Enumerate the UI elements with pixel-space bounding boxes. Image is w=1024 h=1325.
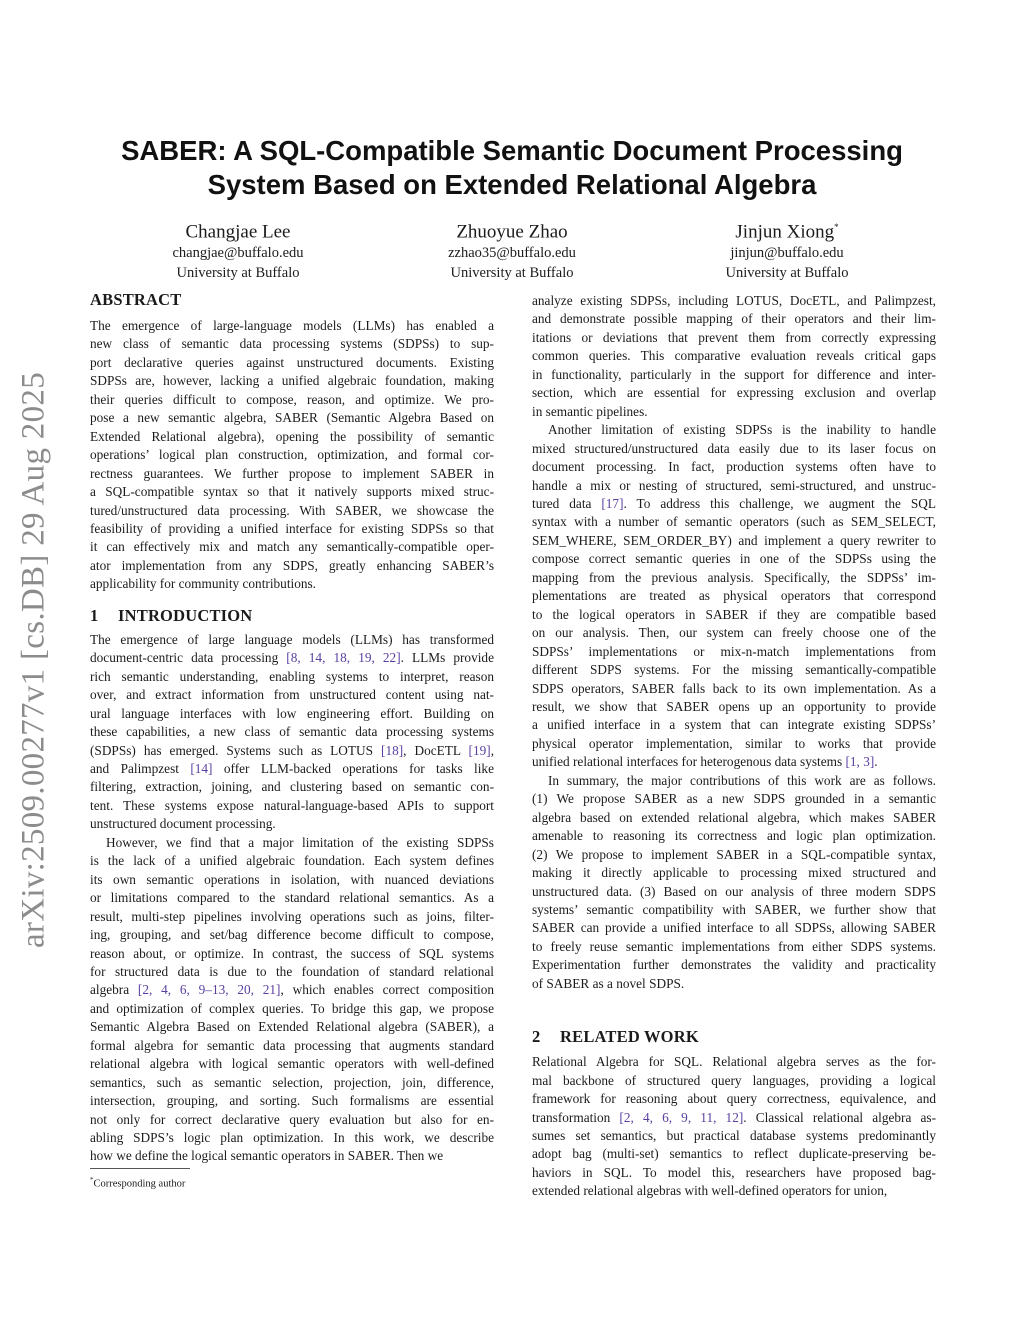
text-line: port declarative queries against unstructured documents. Existing (90, 354, 494, 370)
text-line: ural language interfaces with low engineering effort. Building on (90, 705, 494, 721)
text-line: compose correct semantic queries in one of the SDPSs using the (532, 551, 936, 567)
text-line: these capabilities, a new class of semantic data processing systems (90, 724, 494, 740)
text-line: intersection, grouping, and sorting. Such formalisms are essential (90, 1093, 494, 1109)
text-line: a unified interface in a system that can integrate existing SDPSs’ (532, 717, 936, 733)
intro-paragraph-1 (90, 631, 494, 834)
text-line: SDPSs’ implementations or mix-n-match implementations from (532, 643, 936, 659)
text-line: of SABER as a novel SDPS. (532, 975, 685, 991)
text-line: rectness guarantees. We further propose to implement SABER in (90, 465, 494, 481)
text-line: mixed structured/unstructured data easily due to its laser focus on (532, 440, 936, 456)
left-column (90, 290, 494, 1166)
footnote-text: Corresponding author (93, 1178, 186, 1190)
section-title: INTRODUCTION (118, 605, 253, 625)
text-line: semantics, such as semantic selection, projection, join, difference, (90, 1074, 494, 1090)
text-line: SDPSs are, however, lacking a unified algebraic foundation, making (90, 373, 494, 389)
author-name: Zhuoyue Zhao (456, 221, 568, 243)
text-line: algebra based on extended relational algebra, which makes SABER (532, 809, 936, 825)
text-line: document-centric data processing [8, 14, 18, 19, 22]. LLMs provide (90, 650, 494, 666)
author-3 (657, 216, 917, 283)
author-affiliation: University at Buffalo (176, 265, 300, 282)
text-line: Relational Algebra for SQL. Relational algebra serves as the for- (532, 1054, 936, 1070)
text-line: Extended Relational algebra), opening the possibility of semantic (90, 428, 494, 444)
footnote-rule (90, 1168, 190, 1169)
right-column (532, 292, 936, 1201)
text-line: However, we find that a major limitation of the existing SDPSs (106, 834, 494, 850)
text-line: for structured data is due to the foundation of standard relational (90, 963, 494, 979)
text-line: (1) We propose SABER as a new SDPS grounded in a semantic (532, 791, 936, 807)
text-line: in functionality, particularly in the support for difference and inter- (532, 366, 936, 382)
text-line: (SDPSs) has emerged. Systems such as LOTUS [18], DocETL [19], (90, 742, 495, 758)
text-line: The emergence of large-language models (LLMs) has enabled a (90, 318, 494, 333)
text-line: SABER can provide a unified interface to all SDPSs, allowing SABER (532, 920, 936, 936)
contributions-paragraph (532, 772, 936, 993)
text-line: ator implementation from any SDPS, greatly enhancing SABER’s (90, 557, 494, 573)
text-line: ing, grouping, and set/bag difference become difficult to compose, (90, 927, 494, 943)
text-line: different SDPS systems. For the missing semantically-compatible (532, 662, 936, 678)
text-line: relational algebra with logical semantic operators with well-defined (90, 1056, 494, 1072)
text-line: common queries. This comparative evaluation reveals critical gaps (532, 348, 936, 364)
intro-paragraph-3 (532, 292, 936, 421)
abstract-text (90, 317, 494, 594)
text-line: making it directly applicable to processing mixed structured and (532, 865, 936, 881)
text-line: systems’ semantic compatibility with SABER, we further show that (532, 901, 936, 917)
text-line: filtering, extraction, joining, and clustering based on semantic con- (90, 779, 494, 795)
text-line: operations’ logical plan construction, optimization, and formal cor- (90, 447, 494, 463)
text-line: new class of semantic data processing systems (SDPSs) to sup- (90, 336, 494, 352)
text-line: abling SDPS’s logic plan optimization. In this work, we describe (90, 1130, 494, 1146)
text-line: its own semantic operations in isolation, with nuanced deviations (90, 871, 494, 887)
text-line: itations or deviations that prevent them from correctly expressing (532, 329, 936, 345)
text-line: Another limitation of existing SDPSs is the inability to handle (548, 422, 936, 438)
text-line: and Palimpzest [14] offer LLM-backed operations for tasks like (90, 760, 494, 776)
text-line: adopt bag (multi-set) semantics to reflect duplicate-preserving be- (532, 1146, 936, 1162)
text-line: tent. These systems expose natural-language-based APIs to support (90, 797, 494, 813)
text-line: In summary, the major contributions of this work are as follows. (548, 772, 936, 788)
author-name: Changjae Lee (185, 221, 291, 243)
text-line: and demonstrate possible mapping of their operators and their lim- (532, 311, 936, 327)
text-line: formal algebra for semantic data processing that augments standard (90, 1037, 494, 1053)
text-line: framework for reasoning about query correctness, equivalence, and (532, 1091, 936, 1107)
text-line: their queries difficult to compose, reason, and optimize. We pro- (90, 391, 494, 407)
author-email: zzhao35@buffalo.edu (448, 245, 576, 262)
text-line: plementations are treated as physical operators that correspond (532, 588, 936, 604)
text-line: document processing. In fact, production systems often have to (532, 459, 936, 475)
text-line: physical operator implementation, similar to works that provide (532, 735, 936, 751)
text-line: Experimentation further demonstrates the validity and practicality (532, 957, 936, 973)
text-line: to the logical operators in SABER if they are compatible based (532, 606, 936, 622)
text-line: unstructured document processing. (90, 816, 276, 832)
paper-title-line-1: SABER: A SQL-Compatible Semantic Document Processing (121, 135, 903, 166)
footnote (90, 1173, 185, 1192)
text-line: tured data [17]. To address this challenge, we augment the SQL (532, 495, 936, 511)
text-line: sumes set semantics, but practical database systems predominantly (532, 1128, 936, 1144)
text-line: how we define the logical semantic operators in SABER. Then we (90, 1148, 444, 1164)
text-line: handle a mix or nesting of structured, semi-structured, and unstruc- (532, 477, 936, 493)
author-name: Jinjun Xiong* (735, 221, 839, 243)
paper-title (100, 134, 924, 202)
text-line: haviors in SQL. To model this, researchers have proposed bag- (532, 1164, 936, 1180)
text-line: over, and extract information from unstructured content using nat- (90, 687, 494, 703)
author-email: changjae@buffalo.edu (172, 245, 304, 262)
text-line: mapping from the previous analysis. Specifically, the SDPSs’ im- (532, 569, 936, 585)
text-line: on our analysis. Then, our system can freely choose one of the (532, 625, 936, 641)
text-line: feasibility of providing a unified interface for existing SDPSs so that (90, 520, 494, 536)
text-line: extended relational algebras with well-defined operators for union, (532, 1183, 888, 1199)
author-affiliation: University at Buffalo (725, 265, 849, 282)
text-line: algebra [2, 4, 6, 9–13, 20, 21], which enables correct composition (90, 982, 495, 998)
text-line: mal backbone of structured query languages, providing a logical (532, 1072, 936, 1088)
abstract-heading: ABSTRACT (90, 290, 182, 309)
section-number: 1 (90, 605, 99, 625)
text-line: is the lack of a unified algebraic foundation. Each system defines (90, 853, 494, 869)
author-1 (108, 216, 368, 283)
text-line: not only for correct declarative query evaluation but also for en- (90, 1111, 494, 1127)
text-line: syntax with a number of semantic operators (such as SEM_SELECT, (532, 514, 936, 530)
text-line: Semantic Algebra Based on Extended Relational algebra (SABER), a (90, 1019, 494, 1035)
text-line: and optimization of complex queries. To bridge this gap, we propose (90, 1000, 494, 1016)
text-line: or limitations compared to the standard relational semantics. As a (90, 890, 494, 906)
footnote-mark: * (90, 1176, 94, 1184)
author-affiliation: University at Buffalo (450, 265, 574, 282)
paper-title-line-2: System Based on Extended Relational Algebra (207, 169, 817, 200)
text-line: applicability for community contributions. (90, 576, 317, 592)
text-line: analyze existing SDPSs, including LOTUS, DocETL, and Palimpzest, (532, 293, 936, 308)
text-line: result, we show that SABER opens up an opportunity to provide (532, 698, 936, 714)
text-line: result, multi-step pipelines involving operations such as joins, filter- (90, 908, 494, 924)
text-line: a SQL-compatible syntax so that it natively supports mixed struc- (90, 484, 494, 500)
text-line: (2) We propose to implement SABER in a SQL-compatible syntax, (532, 846, 936, 862)
text-line: tured/unstructured data processing. With SABER, we showcase the (90, 502, 494, 518)
intro-paragraph-4 (532, 421, 936, 772)
related-work-heading (532, 1027, 936, 1047)
introduction-heading (90, 606, 494, 626)
text-line: SDPS operators, SABER falls back to its own implementation. As a (532, 680, 936, 696)
text-line: reason about, or optimize. In contrast, the success of SQL systems (90, 945, 494, 961)
text-line: unified relational interfaces for heterogenous data systems [1, 3]. (532, 754, 878, 770)
text-line: it can effectively mix and match any semantically-compatible oper- (90, 539, 494, 555)
text-line: section, which are essential for expressing exclusion and overlap (532, 385, 936, 401)
author-email: jinjun@buffalo.edu (730, 245, 844, 262)
section-title: RELATED WORK (560, 1027, 699, 1047)
text-line: unstructured data. (3) Based on our analysis of three modern SDPS (532, 883, 936, 899)
text-line: transformation [2, 4, 6, 9, 11, 12]. Classical relational algebra as- (532, 1109, 936, 1125)
text-line: in semantic pipelines. (532, 403, 648, 419)
author-2 (382, 216, 642, 283)
text-line: amenable to reasoning its correctness and logic plan optimization. (532, 828, 936, 844)
author-mark: * (834, 222, 839, 232)
section-number: 2 (532, 1027, 541, 1047)
text-line: to freely reuse semantic implementations from either SDPS systems. (532, 938, 936, 954)
text-line: rich semantic understanding, enabling systems to interpret, reason (90, 668, 494, 684)
text-line: The emergence of large language models (LLMs) has transformed (90, 631, 494, 647)
intro-paragraph-2 (90, 834, 494, 1166)
text-line: SEM_WHERE, SEM_ORDER_BY) and implement a query rewriter to (532, 532, 936, 548)
related-work-paragraph-1 (532, 1053, 936, 1201)
text-line: pose a new semantic algebra, SABER (Semantic Algebra Based on (90, 410, 494, 426)
arxiv-identifier: arXiv:2509.00277v1 [cs.DB] 29 Aug 2025 (15, 371, 52, 949)
